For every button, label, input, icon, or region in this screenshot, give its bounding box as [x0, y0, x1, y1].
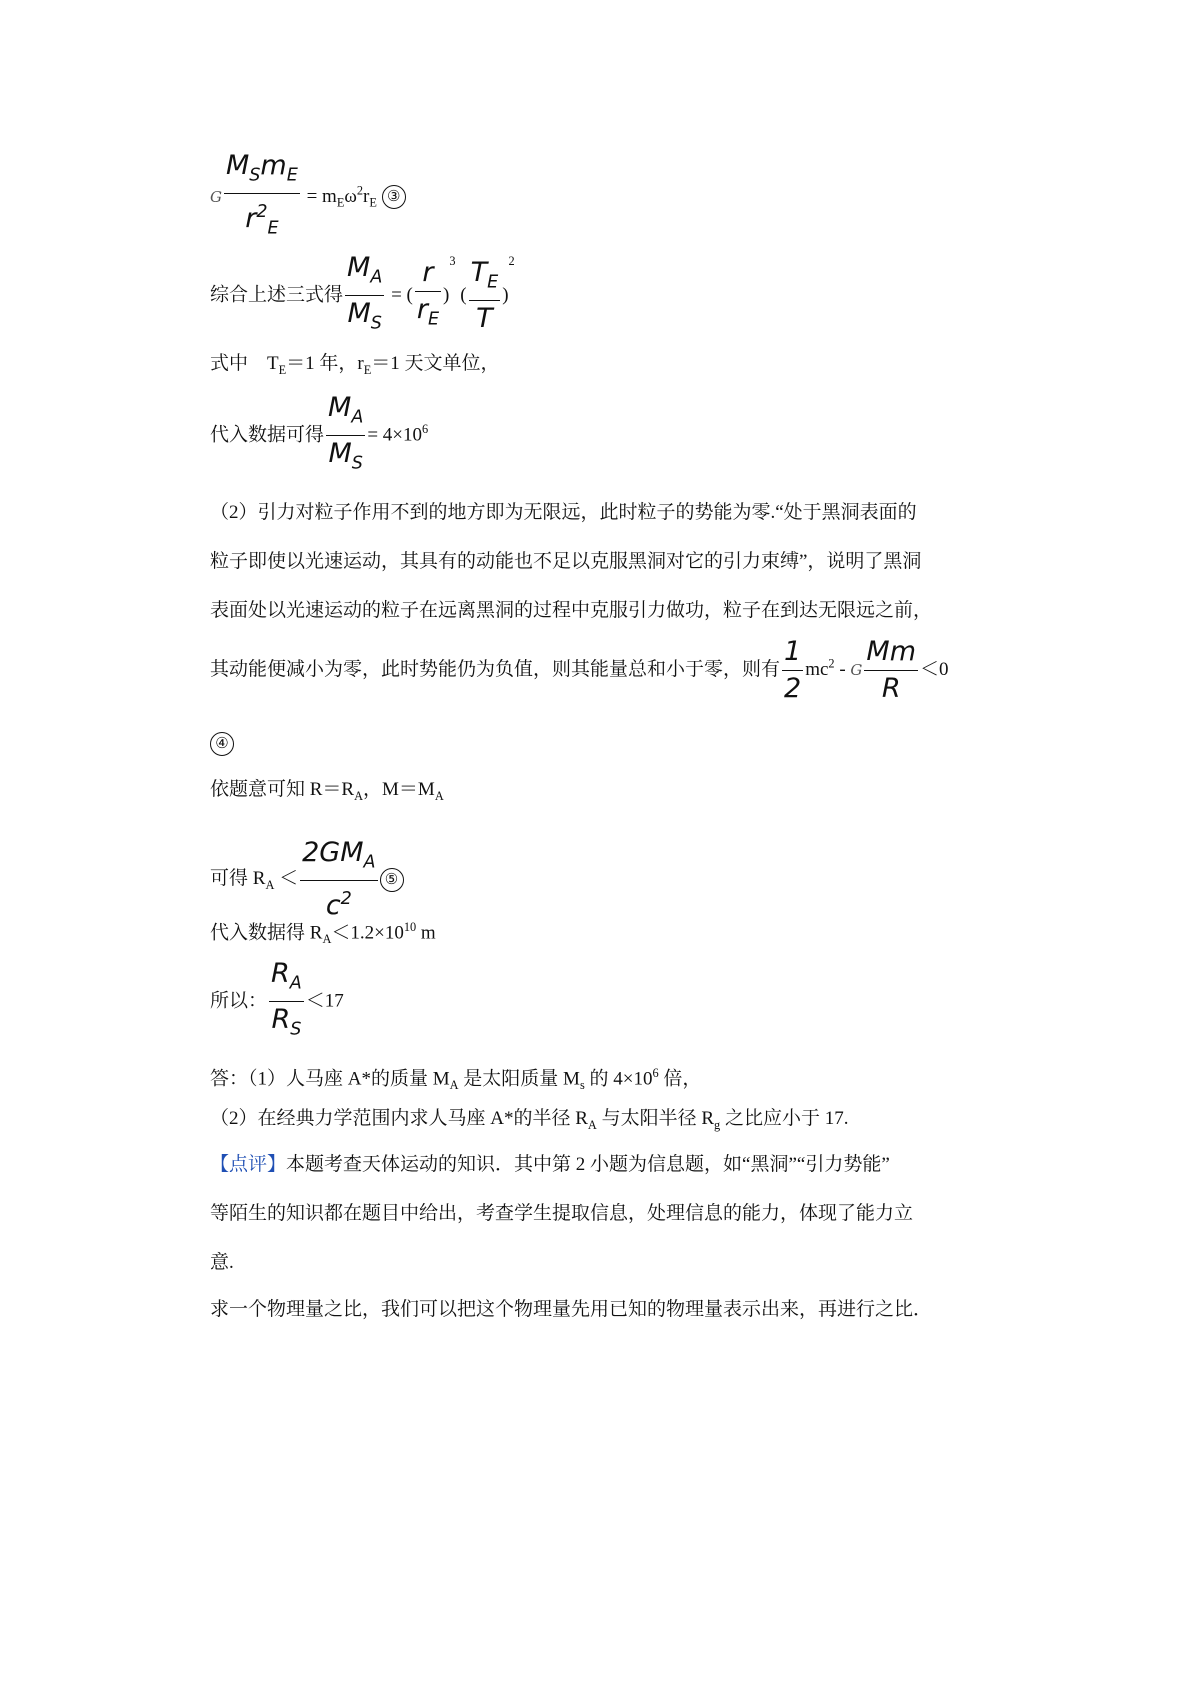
- ratio-line: 所以： $\frac{R_A}{R_S}$ ＜17: [210, 958, 344, 1040]
- comment-tag: 【点评】: [210, 1154, 287, 1175]
- condition-line: 依题意可知 $R=R_A$，$M=M_A$: [210, 779, 444, 803]
- circle-4: ④: [210, 728, 234, 758]
- g-symbol: G: [210, 187, 222, 206]
- result-line: 代入数据得 $R_A<1.2\times 10^{10}$ m: [210, 920, 436, 947]
- comment-paragraph: 【点评】本题考查天体运动的知识．其中第 2 小题为信息题，如“黑洞”“引力势能” 等陌生的知识都在题目中给出，考查学生提取信息，处理信息的能力，体现了能力立 意.: [210, 1154, 914, 1273]
- equation-3: G $\frac{M_Sm_E}{r^2_E}$ = $m_E\omega^2r_E$ ③: [210, 148, 406, 247]
- part2-paragraph: （2）引力对粒子作用不到的地方即为无限远，此时粒子的势能为零.“处于黑洞表面的 粒子即使以光速运动，其具有的动能也不足以克服黑洞对它的引力束缚”，说明了黑洞 表面处以光速运动的粒子在远离黑洞的过程中克服引力做功，粒子在到达无限远之前，: [210, 502, 933, 621]
- answer-1: 答：（1）人马座 A*的质量 $M_A$ 是太阳质量 $M_s$ 的 $4\times 10^6$ 倍，: [210, 1066, 702, 1093]
- answer-2: （2）在经典力学范围内求人马座 A*的半径 $R_A$ 与太阳半径 $R_g$ 之比应小于 17.: [210, 1108, 849, 1132]
- equation-5: 可得 $R_A$ ＜ $\frac{2GM_A}{c^2}$ ⑤: [210, 835, 404, 924]
- combine-equation: 综合上述三式得 $\frac{M_A}{M_S}$ = ( $\frac{r}{r_E}$ )$^3$ ( $\frac{T_E}{T}$ )$^2$: [210, 252, 515, 335]
- circled-number: ③: [382, 185, 406, 209]
- last-line: 求一个物理量之比，我们可以把这个物理量先用已知的物理量表示出来，再进行之比．: [210, 1299, 933, 1320]
- part2-inequality: 其动能便减小为零，此时势能仍为负值，则其能量总和小于零，则有 $\frac{1}{2}$ $mc^2$ - G $\frac{Mm}{R}$ ＜0: [210, 636, 949, 704]
- substitute-equation: 代入数据可得 $\frac{M_A}{M_S}$ = $4\times 10^6$: [210, 392, 429, 474]
- where-line: 式中 $T_E=1$ 年，$r_E=1$ 天文单位，: [210, 353, 500, 377]
- fraction: $\frac{M_Sm_E}{r^2_E}$: [225, 150, 298, 239]
